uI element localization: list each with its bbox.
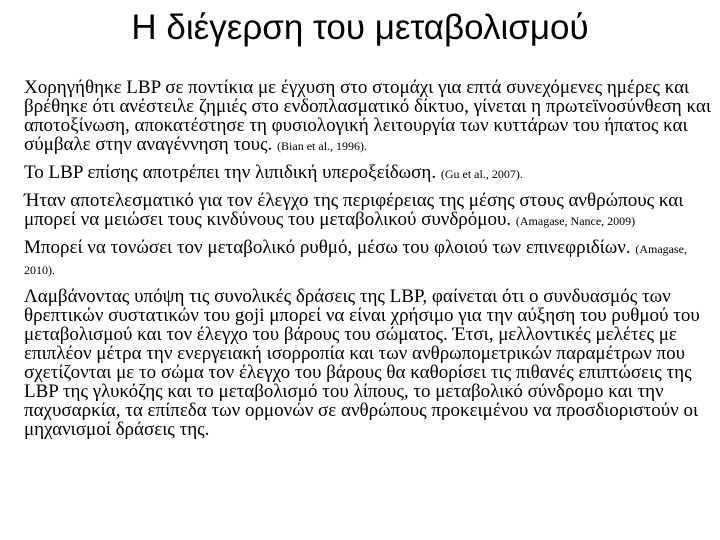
paragraph-text: Μπορεί να τονώσει τον μεταβολικό ρυθμό, μέσω του φλοιού των επινεφριδίων. (24, 237, 631, 258)
paragraph-text: Λαμβάνοντας υπόψη τις συνολικές δράσεις της LBP, φαίνεται ότι ο συνδυασμός των θρεπτικών συστατικών του goji μπορεί να είναι χρήσιμο για την αύξηση του ρυθμού του μεταβολισμού και τον έλεγχο του βάρους του σώματος. Έτσι, μελλοντικές μελέτες με επιπλέον μέτρα την ενεργειακή ισορροπία και των ανθρωπομετρικών παραμέτρων που σχετίζονται με το σώμα τον έλεγχο του βάρους θα καθορίσει τις πιθανές επιπτώσεις της LBP της γλυκόζης και το μεταβολισμό του λίπους, το μεταβολικό σύνδρομο και την παχυσαρκία, τα επίπεδα των ορμονών σε ανθρώπους προκειμένου να προσδιοριστούν οι μηχανισμοί δράσεις της. (24, 286, 700, 440)
slide-body (24, 78, 714, 448)
paragraph-text: Ήταν αποτελεσματικό για τον έλεγχο της περιφέρειας της μέσης στους ανθρώπους και μπορεί να μειώσει τους κινδύνους του μεταβολικού συνδρόμου. (24, 190, 684, 230)
citation: (Amagase, Nance, 2009) (515, 214, 636, 228)
paragraph-conclusion (24, 287, 714, 441)
paragraph-waist-circumference (24, 191, 714, 231)
citation: (Gu et al., 2007). (440, 167, 523, 181)
paragraph-text: Χορηγήθηκε LBP σε ποντίκια με έγχυση στο στομάχι για επτά συνεχόμενες ημέρες και βρέθηκε ότι ανέστειλε ζημιές στο ενδοπλασματικό δίκτυο, γίνεται η πρωτεϊνοσύνθεση και αποτοξίνωση, αποκατέστησε τη φυσιολογική λειτουργία των κυττάρων του ήπατος και σύμβαλε στην αναγέννηση τους. (24, 77, 711, 155)
paragraph-liver-regeneration (24, 78, 714, 156)
citation: (Bian et al., 1996). (277, 139, 368, 153)
paragraph-lipid-peroxidation (24, 163, 714, 184)
citation: (Amagase, 2010). (24, 242, 688, 277)
slide-title: Η διέγερση του μεταβολισμού (131, 8, 589, 47)
paragraph-metabolic-rate (24, 238, 714, 280)
paragraph-text: Το LBP επίσης αποτρέπει την λιπιδική υπεροξείδωση. (24, 162, 437, 183)
